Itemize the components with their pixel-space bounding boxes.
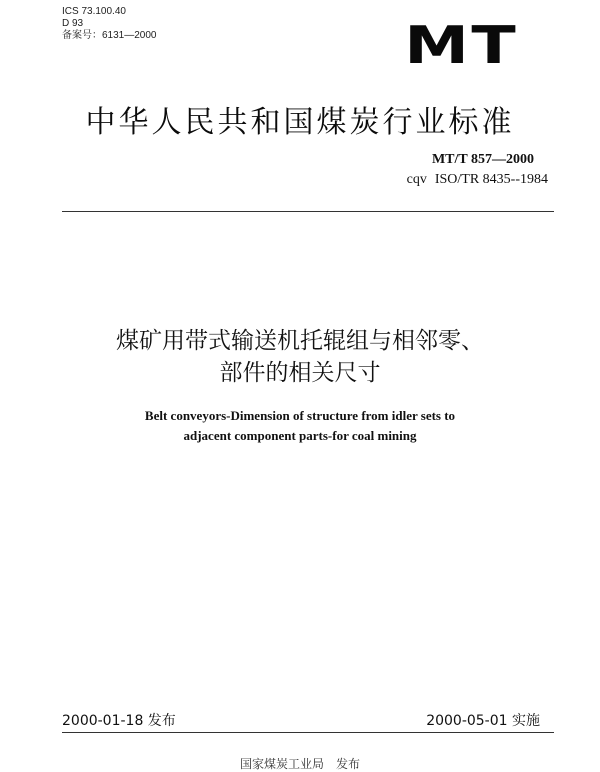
standard-category-title: 中华人民共和国煤炭行业标准 xyxy=(85,105,515,140)
title-cn-line1: 煤矿用带式输送机托辊组与相邻零、 xyxy=(116,328,484,354)
footer-divider xyxy=(62,732,554,733)
effective-date: 2000-05-01 实施 xyxy=(426,713,540,729)
issuing-authority: 国家煤炭工业局 发布 xyxy=(239,757,360,771)
ics-code: ICS 73.100.40 xyxy=(62,6,126,17)
title-cn-line2: 部件的相关尺寸 xyxy=(219,360,381,386)
header-divider xyxy=(62,211,554,212)
equivalence-line xyxy=(407,172,548,188)
equivalence-reference: ISO/TR 8435--1984 xyxy=(434,172,548,187)
filing-number: 备案号：6131—2000 xyxy=(62,30,157,41)
ccs-code: D 93 xyxy=(62,18,84,29)
standard-code: MT/T 857—2000 xyxy=(431,152,534,167)
title-en-line2: adjacent component parts-for coal mining xyxy=(183,428,417,443)
issue-date: 2000-01-18 发布 xyxy=(62,713,176,729)
classification-block xyxy=(62,6,157,42)
equivalence-prefix: cqv xyxy=(406,172,427,187)
title-en-line1: Belt conveyors-Dimension of structure from idler sets to xyxy=(144,408,456,423)
mt-logo: MT xyxy=(403,16,518,76)
